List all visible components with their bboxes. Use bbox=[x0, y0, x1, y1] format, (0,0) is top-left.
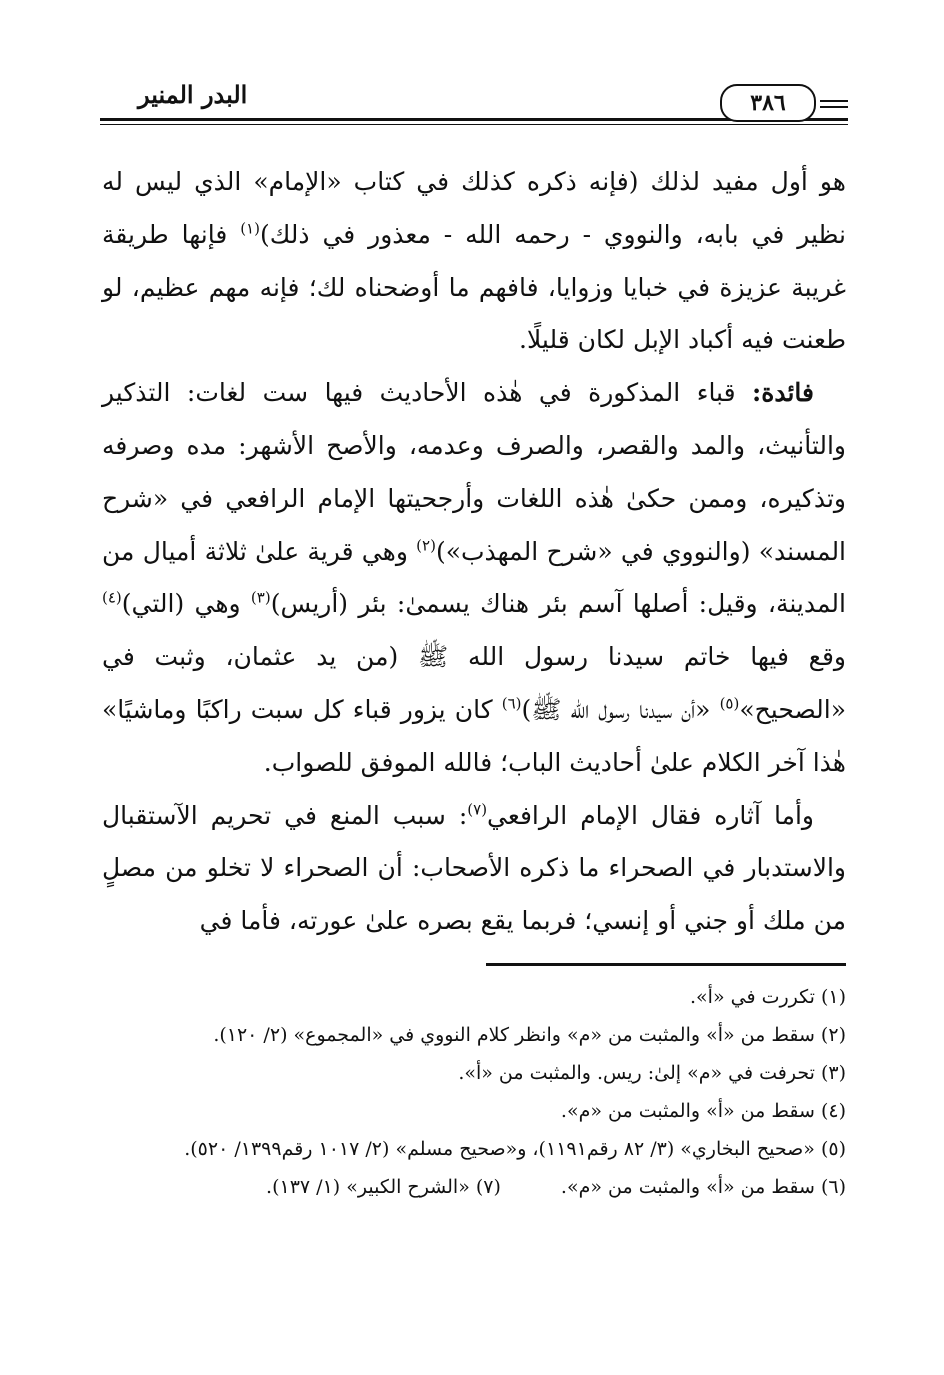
footnote-ref[interactable]: (٤) bbox=[102, 589, 122, 608]
paragraph bbox=[102, 790, 846, 948]
paragraph bbox=[102, 367, 846, 789]
text-run: كان يزور قباء كل سبت راكبًا وماشيًا» هٰذا آخر الكلام علىٰ أحاديث الباب؛ فالله الموفق للصواب. bbox=[102, 694, 846, 777]
text-run: فإنها طريقة غريبة عزيزة في خبايا وزوايا، فافهم ما أوضحناه لك؛ فإنه مهم عظيم، لو طعنت فيه أكباد الإبل لكان قليلًا. bbox=[102, 219, 846, 355]
footnote: (١) تكررت في «أ». bbox=[690, 986, 846, 1008]
paragraph bbox=[102, 156, 846, 367]
header-ornament-line bbox=[820, 100, 848, 102]
footnote: (٧) «الشرح الكبير» (١/ ١٣٧). bbox=[266, 1176, 501, 1198]
text-run: وهي قرية علىٰ ثلاثة أميال من المدينة، وقيل: أصلها آسم بئر هناك يسمىٰ: بئر (أريس) bbox=[102, 536, 846, 619]
footnote-ref[interactable]: (٣) bbox=[250, 589, 271, 608]
footnote-ref[interactable]: (١) bbox=[240, 219, 260, 238]
footnote-ref[interactable]: (٧) bbox=[467, 800, 488, 819]
text-run: وأما آثاره فقال الإمام الرافعي bbox=[487, 800, 814, 830]
header-ornament-line bbox=[820, 106, 848, 108]
footnote-ref[interactable]: (٥) bbox=[719, 694, 740, 713]
footnotes bbox=[102, 978, 846, 1206]
text-run: وقع فيها خاتم سيدنا رسول الله ﷺ (من يد عثمان، وثبت في «الصحيح» bbox=[102, 642, 846, 724]
page-header bbox=[100, 80, 848, 128]
text-run: قباء المذكورة في هٰذه الأحاديث فيها ست لغات: التذكير والتأنيث، والمد والقصر، والصرف وعدمه، والأصح الأشهر: مده وصرفه وتذكيره، وممن حكىٰ هٰذه اللغات وأرجحيتها الإمام الرافعي في «شرح المسند» (والنووي في «شرح المهذب») bbox=[102, 378, 847, 566]
text-run: وهي (التي) bbox=[121, 589, 251, 619]
footnote-ref[interactable]: (٢) bbox=[416, 536, 436, 555]
footnote: (٦) سقط من «أ» والمثبت من «م». bbox=[560, 1176, 846, 1198]
footnote: (٤) سقط من «أ» والمثبت من «م». bbox=[560, 1100, 846, 1122]
footnote-separator bbox=[486, 963, 846, 966]
text-run: هو أول مفيد لذلك (فإنه ذكره كذلك في كتاب «الإمام» الذي ليس له نظير في بابه، والنووي - رحمه الله - معذور في ذلك) bbox=[102, 167, 846, 249]
footnote-row bbox=[102, 1168, 846, 1206]
footnote: (٢) سقط من «أ» والمثبت من «م» وانظر كلام النووي في «المجموع» (٢/ ١٢٠). bbox=[213, 1024, 846, 1046]
footnote-ref[interactable]: (٦) bbox=[501, 694, 522, 713]
text-run: : سبب المنع في تحريم الآستقبال والاستدبار في الصحراء ما ذكره الأصحاب: أن الصحراء لا تخلو من مصلٍ من ملك أو جني أو إنسي؛ فربما يقع بصره علىٰ عورته، فأما في bbox=[102, 800, 846, 936]
footnote: (٣) تحرفت في «م» إلىٰ: ريس. والمثبت من «أ». bbox=[458, 1062, 846, 1084]
book-title: البدر المنير bbox=[130, 80, 255, 109]
main-text bbox=[102, 156, 846, 948]
footnote: (٥) «صحيح البخاري» (٣/ ٨٢ رقم١١٩١)، و«صحيح مسلم» (٢/ ١٠١٧ رقم١٣٩٩/ ٥٢٠). bbox=[184, 1138, 846, 1160]
page-number: ٣٨٦ bbox=[720, 84, 816, 122]
text-run: «أن سيدنا رسول الله ﷺ) bbox=[521, 694, 720, 724]
header-rule-thin bbox=[100, 124, 848, 125]
paragraph-heading: فائدة: bbox=[752, 378, 814, 408]
